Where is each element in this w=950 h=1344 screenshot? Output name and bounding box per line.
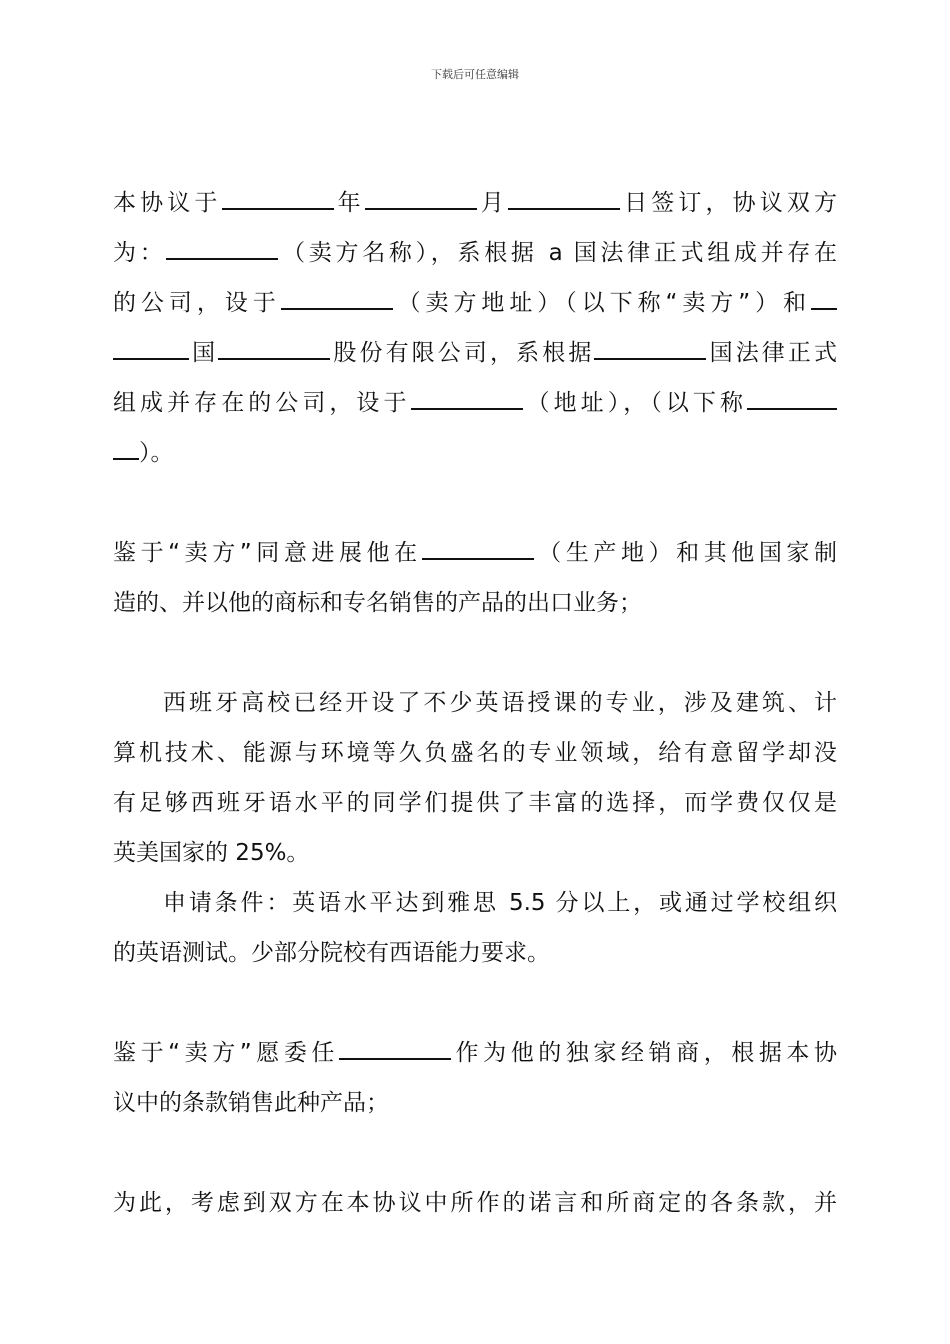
paragraph-gap (113, 478, 837, 528)
fill-in-blank[interactable] (811, 281, 837, 310)
fill-in-blank[interactable] (508, 181, 620, 210)
fill-in-blank[interactable] (411, 381, 523, 410)
paragraph-gap (113, 628, 837, 678)
text-line: 算机技术、能源与环境等久负盛名的专业领域，给有意留学却没 (113, 740, 837, 766)
text-line: 议中的条款销售此种产品； (113, 1090, 389, 1116)
text-line: 西班牙高校已经开设了不少英语授课的专业，涉及建筑、计 (163, 690, 837, 716)
fill-in-blank[interactable] (218, 331, 330, 360)
text-line: 国 股份有限公司，系根据 国法律正式 (113, 328, 837, 378)
fill-in-blank[interactable] (281, 281, 393, 310)
text-line: 为此，考虑到双方在本协议中所作的诺言和所商定的各条款，并 (113, 1190, 837, 1216)
text-line: 造的、并以他的商标和专名销售的产品的出口业务； (113, 590, 642, 616)
paragraph-gap (113, 978, 837, 1028)
text-line: 组成并存在的公司，设于 （地址），（以下称 (113, 378, 837, 428)
fill-in-blank[interactable] (222, 181, 334, 210)
paragraph-gap (113, 1128, 837, 1178)
text-line: 有足够西班牙语水平的同学们提供了丰富的选择，而学费仅仅是 (113, 790, 837, 816)
fill-in-blank[interactable] (113, 331, 189, 360)
text-line: 本协议于 年 月 日签订，协议双方 (113, 178, 837, 228)
page-header-note: 下载后可任意编辑 (431, 68, 519, 81)
fill-in-blank[interactable] (113, 431, 139, 460)
text-line: 为： （卖方名称），系根据 a 国法律正式组成并存在 (113, 228, 837, 278)
text-line: 英美国家的 25%。 (113, 840, 310, 866)
text-line: 鉴于“卖方”同意进展他在 （生产地）和其他国家制 (113, 528, 837, 578)
text-line: 的公司，设于 （卖方地址）（以下称“卖方”）和 (113, 278, 837, 328)
text-line: 的英语测试。少部分院校有西语能力要求。 (113, 940, 550, 966)
document-body (113, 178, 837, 1228)
fill-in-blank[interactable] (422, 531, 534, 560)
text-line: 申请条件：英语水平达到雅思 5.5 分以上，或通过学校组织 (163, 890, 837, 916)
text-line: ）。 (113, 428, 837, 478)
fill-in-blank[interactable] (594, 331, 706, 360)
text-line: 鉴于“卖方”愿委任 作为他的独家经销商，根据本协 (113, 1028, 837, 1078)
fill-in-blank[interactable] (166, 231, 278, 260)
fill-in-blank[interactable] (339, 1031, 451, 1060)
fill-in-blank[interactable] (365, 181, 477, 210)
fill-in-blank[interactable] (747, 381, 837, 410)
